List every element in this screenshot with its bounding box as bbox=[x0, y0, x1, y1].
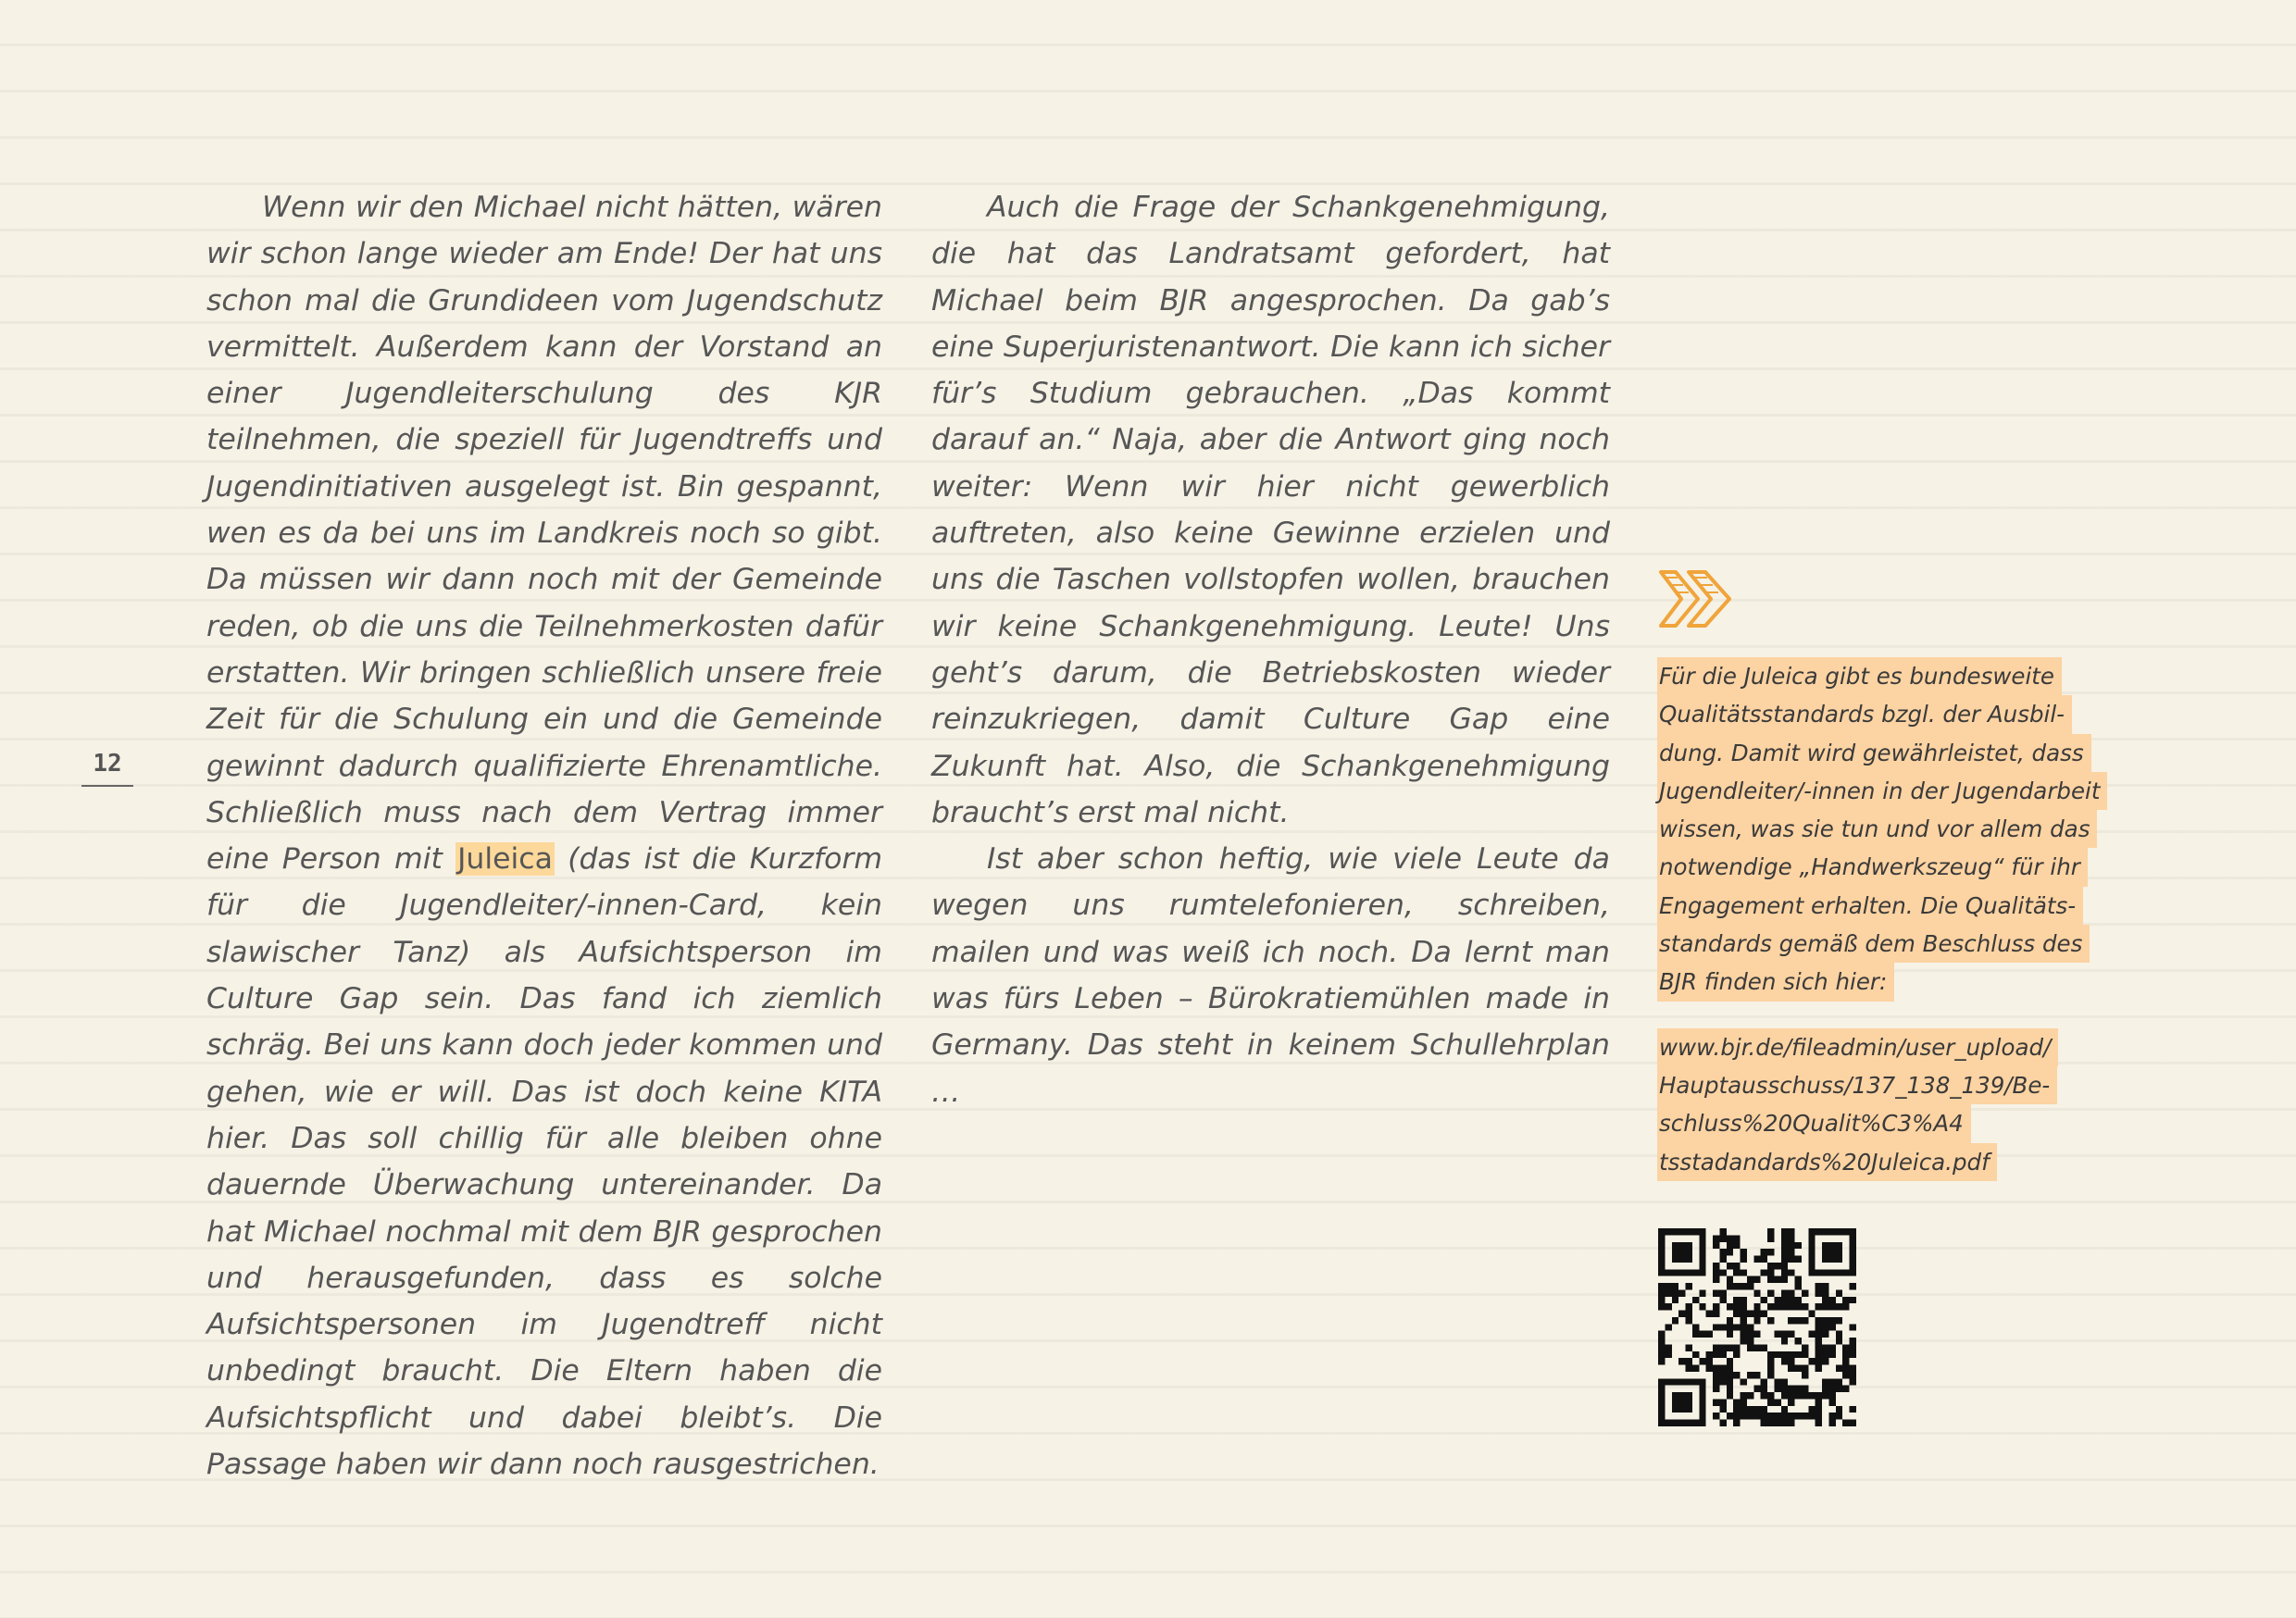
info-text-line: standards gemäß dem Beschluss des bbox=[1657, 925, 2090, 963]
info-text-line: Jugendleiter/-innen in der Jugendarbeit bbox=[1657, 772, 2107, 810]
info-sidebar bbox=[1657, 657, 2101, 1181]
source-url-line[interactable]: www.bjr.de/fileadmin/user_upload/ bbox=[1657, 1028, 2058, 1066]
info-text-line: Qualitätsstandards bzgl. der Ausbil- bbox=[1657, 695, 2072, 733]
source-url-line[interactable]: schluss%20Qualit%C3%A4 bbox=[1657, 1104, 1971, 1142]
double-chevron-right-icon bbox=[1657, 566, 1741, 631]
info-text-line: wissen, was sie tun und vor allem das bbox=[1657, 810, 2097, 848]
main-text-column-left bbox=[206, 184, 882, 1487]
info-text-line: Engagement erhalten. Die Qualitäts- bbox=[1657, 887, 2083, 925]
highlighted-term-juleica: Juleica bbox=[457, 842, 553, 877]
main-text-column-right bbox=[931, 184, 1610, 1115]
info-text-line: Für die Juleica gibt es bundesweite bbox=[1657, 657, 2062, 695]
body-paragraph: Auch die Frage der Schankgenehmigung, die hat das Landratsamt gefordert, hat Michael beim BJR angesprochen. Da gab’s eine Superjuristenantwort. Die kann ich sicher für’s Studium gebrauchen. „Das kommt darauf an.“ Naja, aber die Antwort ging noch weiter: Wenn wir hier nicht gewerblich auftreten, also keine Gewinne erzielen und uns die Taschen vollstopfen wollen, brauchen wir keine Schankgenehmigung. Leute! Uns geht’s darum, die Betriebskosten wieder reinzukriegen, damit Culture Gap eine Zukunft hat. Also, die Schankgenehmigung braucht’s erst mal nicht. bbox=[931, 191, 1610, 829]
paragraph-text: (das ist die Kurzform für die Jugendleiter/-innen-Card, kein slawischer Tanz) als Aufsichtsperson im Culture Gap sein. Das fand ich ziemlich schräg. Bei uns kann doch jeder kommen und gehen, wie er will. Das ist doch keine KITA hier. Das soll chillig für alle bleiben ohne dauernde Überwachung untereinander. Da hat Michael nochmal mit dem BJR gesprochen und herausgefunden, dass es solche Aufsichtspersonen im Jugendtreff nicht unbedingt braucht. Die Eltern haben die Aufsichtspflicht und dabei bleibt’s. Die Passage haben wir dann noch rausgestrichen. bbox=[206, 842, 882, 1482]
info-text-line: BJR finden sich hier: bbox=[1657, 963, 1894, 1001]
info-text-line: notwendige „Handwerkszeug“ für ihr bbox=[1657, 848, 2088, 886]
body-paragraph bbox=[206, 184, 882, 1487]
source-url-line[interactable]: tsstadandards%20Juleica.pdf bbox=[1657, 1143, 1997, 1181]
spacer bbox=[1657, 1002, 2092, 1028]
body-paragraph: Ist aber schon heftig, wie viele Leute da wegen uns rumtelefonieren, schreiben, mailen und was weiß ich noch. Da lernt man was fürs Leben – Bürokratiemühlen made in Germany. Das steht in keinem Schullehrplan … bbox=[931, 842, 1610, 1109]
qr-code bbox=[1658, 1228, 1856, 1426]
page-number: 12 bbox=[81, 750, 133, 787]
info-text-line: dung. Damit wird gewährleistet, dass bbox=[1657, 734, 2091, 772]
source-url-line[interactable]: Hauptausschuss/137_138_139/Be- bbox=[1657, 1066, 2057, 1104]
paragraph-text: Wenn wir den Michael nicht hätten, wären wir schon lange wieder am Ende! Der hat uns schon mal die Grundideen vom Jugendschutz vermittelt. Außerdem kann der Vorstand an einer Jugendleiterschulung des KJR teilnehmen, die speziell für Jugendtreffs und Jugendinitiativen ausgelegt ist. Bin gespannt, wen es da bei uns im Landkreis noch so gibt. Da müssen wir dann noch mit der Gemeinde reden, ob die uns die Teilnehmerkosten dafür erstatten. Wir bringen schließlich unsere freie Zeit für die Schulung ein und die Gemeinde gewinnt dadurch qualifizierte Ehrenamtliche. Schließlich muss nach dem Vertrag immer eine Person mit bbox=[206, 191, 882, 877]
